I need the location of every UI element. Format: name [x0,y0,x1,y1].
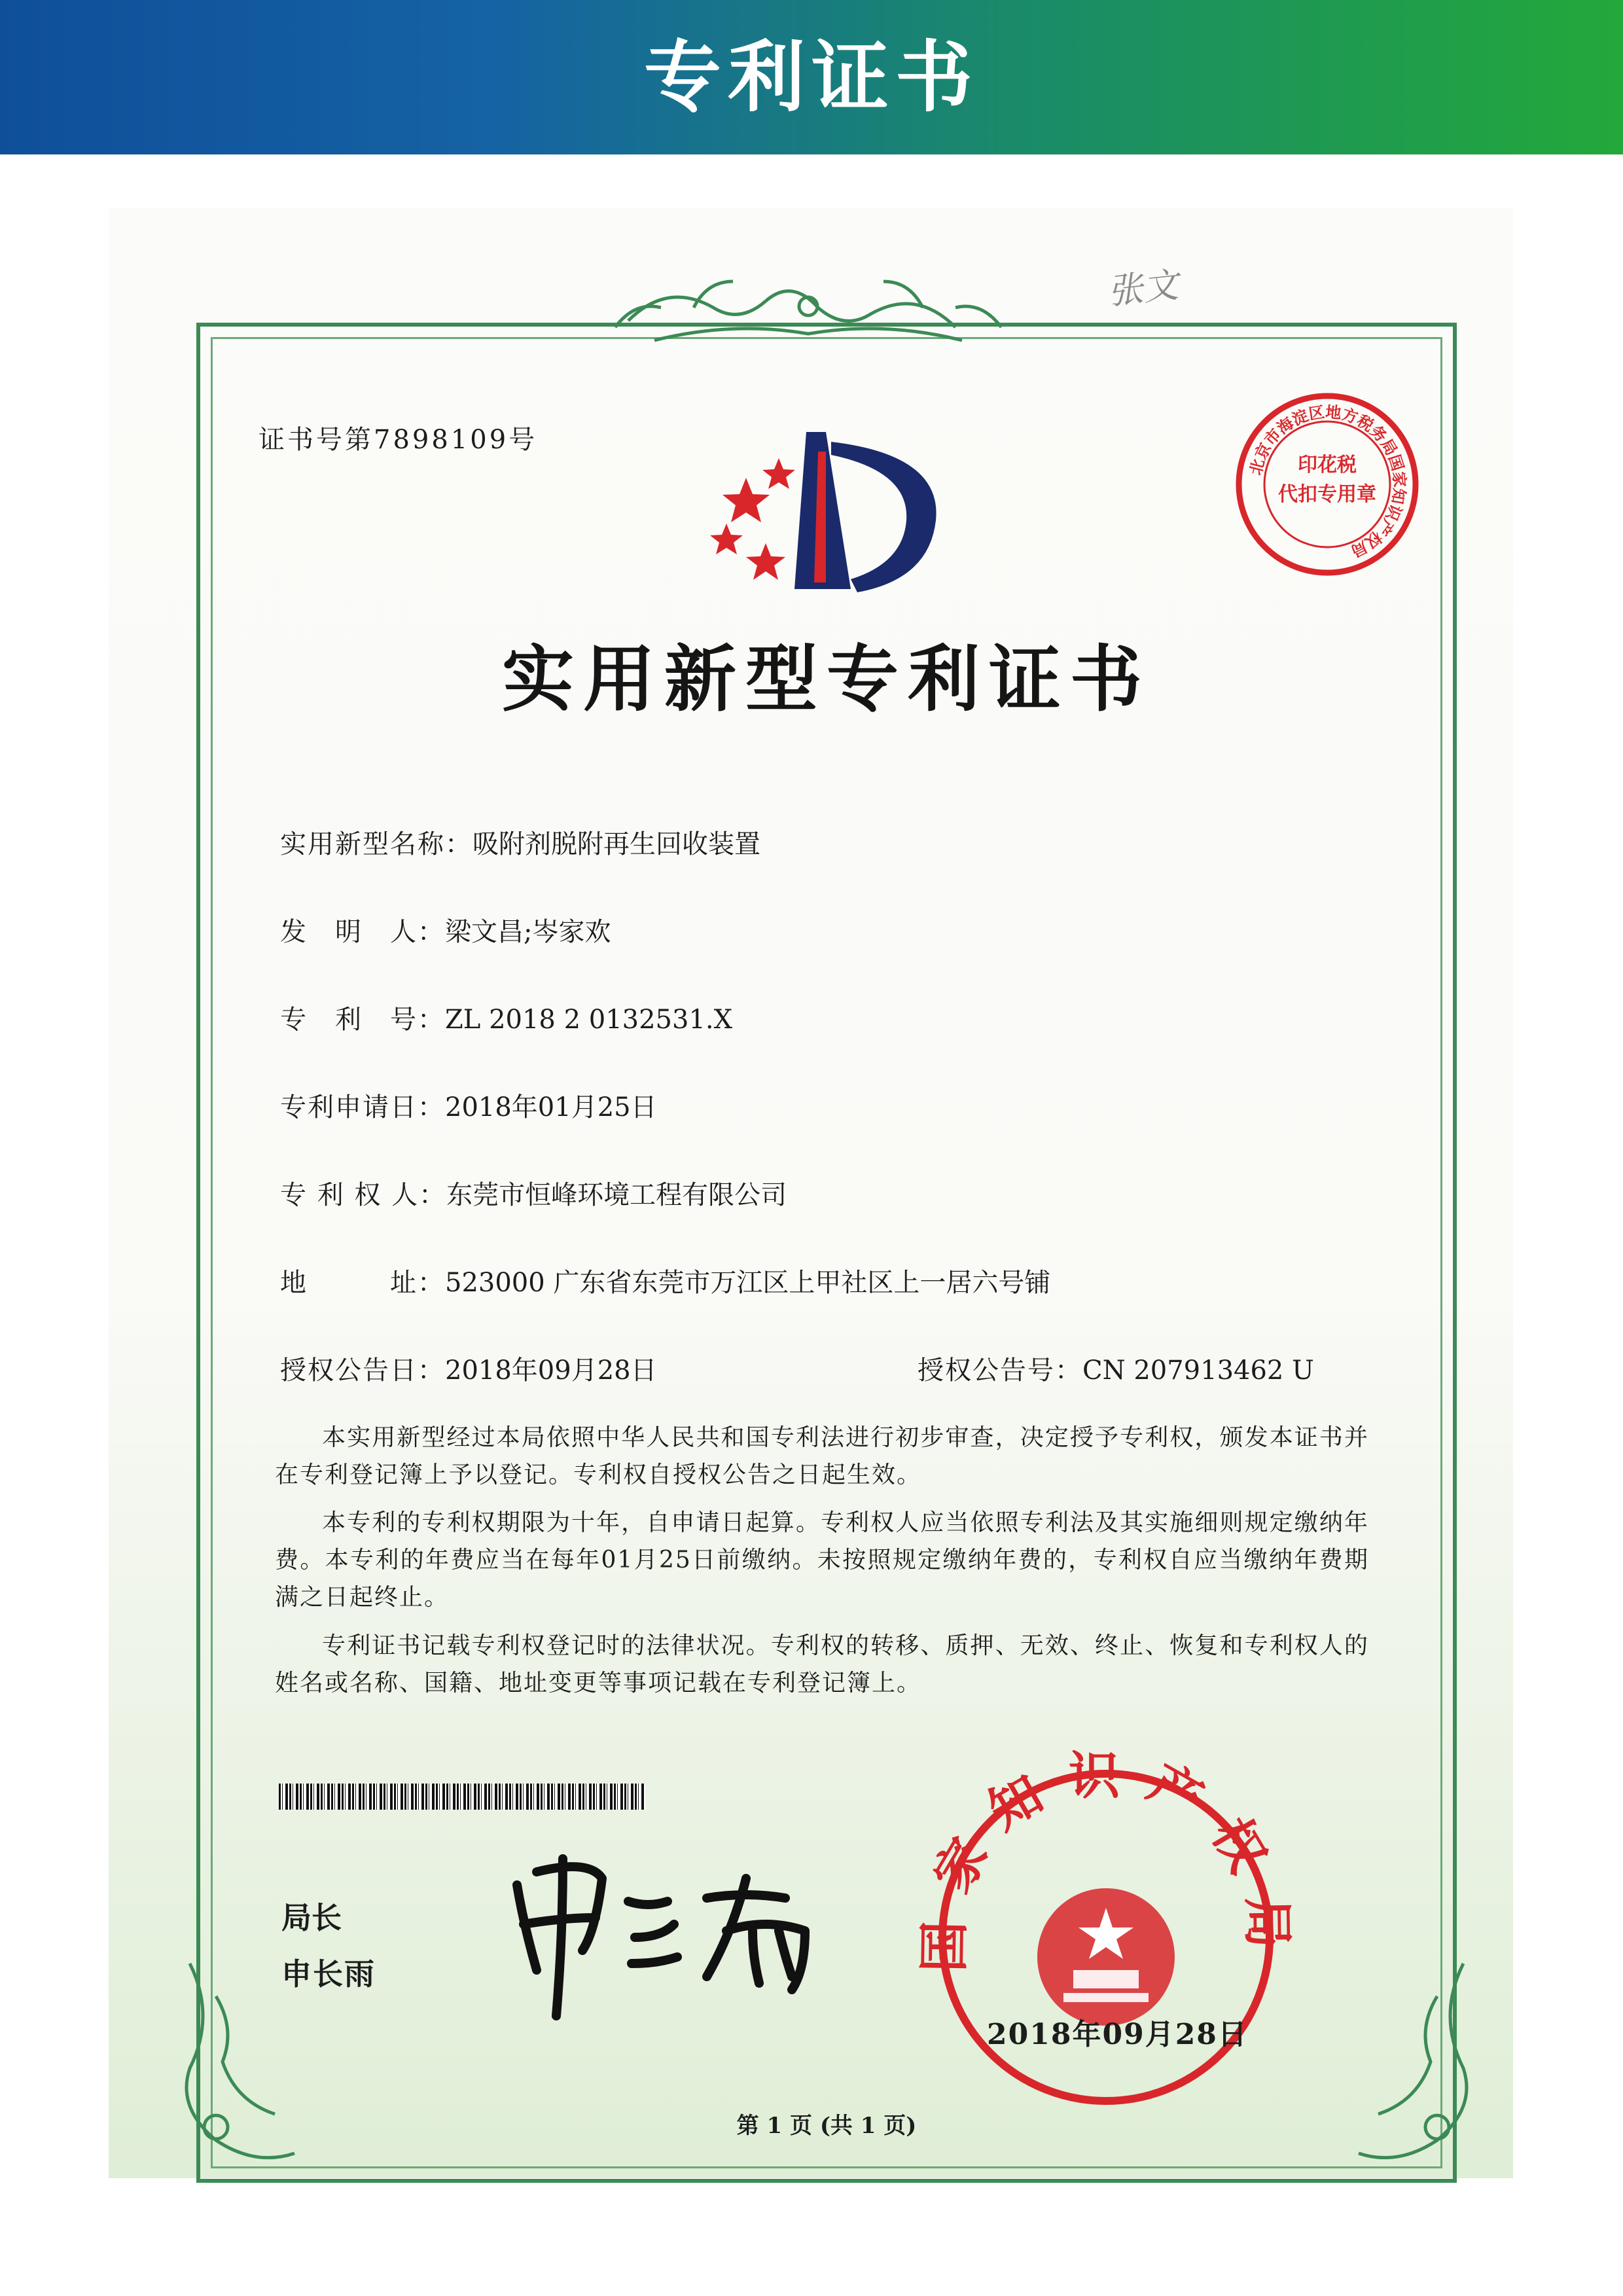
field-value: 523000 广东省东莞市万江区上甲社区上一居六号铺 [445,1268,1051,1298]
field-label: 专 利 号： [280,1005,445,1035]
field-value: 东莞市恒峰环境工程有限公司 [446,1180,787,1210]
national-emblem-icon [1037,1888,1175,2026]
page-footer: 第 1 页 (共 1 页) [736,2113,917,2139]
handwritten-note: 张文 [1105,264,1181,313]
certificate-title: 实用新型专利证书 [502,637,1151,721]
field-label: 发 明 人： [280,917,445,947]
tax-stamp-ring-text: 北京市海淀区地方税务局国家知识产权局 [1246,403,1409,561]
tax-stamp-line1: 印花税 [1298,454,1357,476]
field-label: 实用新型名称： [280,829,473,859]
field-value: 梁文昌;岑家欢 [445,917,611,947]
field-grant-date [280,1350,657,1387]
signature [517,1859,805,2016]
body-paragraph-1: 本实用新型经过本局依照中华人民共和国专利法进行初步审查，决定授予专利权，颁发本证书并在专利登记簿上予以登记。专利权自授权公告之日起生效。 [275,1424,1369,1488]
field-value: 2018年01月25日 [445,1092,657,1122]
field-label: 地 址： [280,1268,445,1298]
field-label: 专利申请日： [280,1092,445,1122]
field-label: 授权公告日： [280,1355,445,1386]
field-address [280,1262,1050,1299]
field-patent-number [280,999,732,1036]
certificate-number: 证书号第7898109号 [259,425,538,455]
field-value: 2018年09月28日 [445,1355,657,1386]
tax-stamp [1239,396,1416,573]
field-label: 授权公告号： [918,1355,1082,1386]
field-value: CN 207913462 U [1082,1355,1314,1386]
field-inventor [280,911,611,948]
director-name: 申长雨 [281,1956,376,1992]
banner-title: 专利证书 [643,32,979,122]
body-paragraph-2: 本专利的专利权期限为十年，自申请日起算。专利权人应当依照专利法及其实施细则规定缴纳年费。本专利的年费应当在每年01月25日前缴纳。未按照规定缴纳年费的，专利权自应当缴纳年费期满之日起终止。 [275,1509,1369,1611]
field-value: 吸附剂脱附再生回收装置 [473,829,760,859]
body-paragraph-3: 专利证书记载专利权登记时的法律状况。专利权的转移、质押、无效、终止、恢复和专利权人的姓名或名称、国籍、地址变更等事项记载在专利登记簿上。 [275,1632,1369,1696]
seal-date: 2018年09月28日 [987,2018,1248,2051]
field-utility-model-name [280,823,760,861]
field-value: ZL 2018 2 0132531.X [445,1005,733,1035]
tax-stamp-line2: 代扣专用章 [1278,483,1376,506]
field-application-date [280,1086,657,1124]
field-announce-number [918,1350,1314,1387]
patent-logo-icon [710,432,936,592]
director-title: 局长 [281,1900,342,1935]
top-ornament-icon [615,281,1001,340]
field-patentee [280,1174,787,1211]
barcode [279,1784,645,1810]
main-seal-ring-text: 国家知识产权局 [915,1747,1297,1973]
field-label: 专 利 权 人： [280,1180,447,1210]
